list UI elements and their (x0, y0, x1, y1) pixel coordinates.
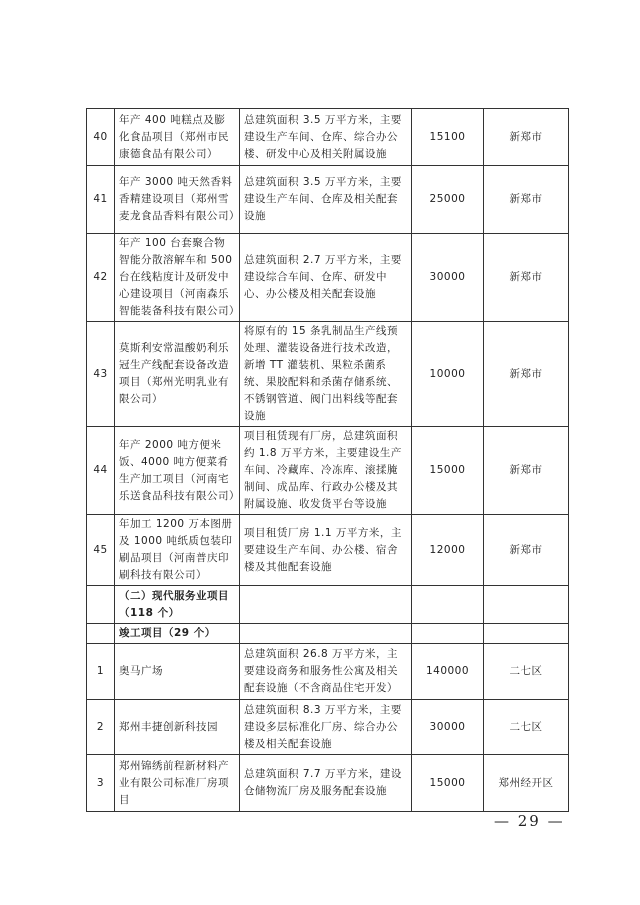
table-row (87, 755, 569, 812)
row-number: 45 (87, 515, 115, 586)
investment: 30000 (412, 234, 484, 322)
project-name: 年加工 1200 万本图册及 1000 吨纸质包装印刷品项目（河南普庆印刷科技有限公司） (115, 515, 240, 586)
project-name: 奥马广场 (115, 644, 240, 700)
location: 新郑市 (484, 427, 569, 515)
investment: 15100 (412, 109, 484, 166)
location: 二七区 (484, 644, 569, 700)
empty-cell (240, 586, 412, 624)
project-description: 总建筑面积 7.7 万平方米，建设仓储物流厂房及服务配套设施 (240, 755, 412, 812)
table-row (87, 166, 569, 234)
investment: 25000 (412, 166, 484, 234)
project-description: 将原有的 15 条乳制品生产线预处理、灌装设备进行技术改造，新增 TT 灌装机、果粒杀菌系统、果胶配料和杀菌存储系统、不锈钢管道、阀门出料线等配套设施 (240, 322, 412, 427)
project-name: 年产 100 台套聚合物智能分散溶解车和 500 台在线粘度计及研发中心建设项目（河南森乐智能装备科技有限公司） (115, 234, 240, 322)
investment: 10000 (412, 322, 484, 427)
table-row (87, 427, 569, 515)
project-name: 莫斯利安常温酸奶利乐冠生产线配套设备改造项目（郑州光明乳业有限公司） (115, 322, 240, 427)
table-row (87, 700, 569, 755)
location: 郑州经开区 (484, 755, 569, 812)
project-description: 项目租赁厂房 1.1 万平方米，主要建设生产车间、办公楼、宿舍楼及其他配套设施 (240, 515, 412, 586)
empty-cell (87, 586, 115, 624)
project-name: 郑州丰捷创新科技园 (115, 700, 240, 755)
section-row (87, 586, 569, 624)
project-table (86, 108, 569, 812)
project-description: 项目租赁现有厂房，总建筑面积约 1.8 万平方米，主要建设生产车间、冷藏库、冷冻库、滚揉腌制间、成品库、行政办公楼及其附属设施、收发货平台等设施 (240, 427, 412, 515)
location: 新郑市 (484, 515, 569, 586)
project-description: 总建筑面积 2.7 万平方米，主要建设综合车间、仓库、研发中心、办公楼及相关配套设施 (240, 234, 412, 322)
table-row (87, 109, 569, 166)
table-row (87, 515, 569, 586)
location: 新郑市 (484, 166, 569, 234)
project-description: 总建筑面积 26.8 万平方米，主要建设商务和服务性公寓及相关配套设施（不含商品住宅开发） (240, 644, 412, 700)
section-heading: （二）现代服务业项目（118 个） (115, 586, 240, 624)
table-row (87, 234, 569, 322)
investment: 140000 (412, 644, 484, 700)
empty-cell (484, 624, 569, 644)
project-name: 年产 2000 吨方便米饭、4000 吨方便菜肴生产加工项目（河南宅乐送食品科技有限公司） (115, 427, 240, 515)
project-description: 总建筑面积 3.5 万平方米，主要建设生产车间、仓库、综合办公楼、研发中心及相关附属设施 (240, 109, 412, 166)
project-description: 总建筑面积 8.3 万平方米，主要建设多层标准化厂房、综合办公楼及相关配套设施 (240, 700, 412, 755)
row-number: 41 (87, 166, 115, 234)
location: 新郑市 (484, 234, 569, 322)
row-number: 3 (87, 755, 115, 812)
location: 新郑市 (484, 322, 569, 427)
row-number: 40 (87, 109, 115, 166)
empty-cell (412, 586, 484, 624)
subsection-heading: 竣工项目（29 个） (115, 624, 240, 644)
empty-cell (412, 624, 484, 644)
project-name: 郑州锦绣前程新材料产业有限公司标准厂房项目 (115, 755, 240, 812)
investment: 15000 (412, 755, 484, 812)
row-number: 2 (87, 700, 115, 755)
investment: 15000 (412, 427, 484, 515)
table-row (87, 322, 569, 427)
row-number: 43 (87, 322, 115, 427)
location: 二七区 (484, 700, 569, 755)
row-number: 1 (87, 644, 115, 700)
empty-cell (484, 586, 569, 624)
investment: 30000 (412, 700, 484, 755)
project-name: 年产 3000 吨天然香料香精建设项目（郑州雪麦龙食品香料有限公司） (115, 166, 240, 234)
empty-cell (87, 624, 115, 644)
location: 新郑市 (484, 109, 569, 166)
project-name: 年产 400 吨糕点及膨化食品项目（郑州市民康德食品有限公司） (115, 109, 240, 166)
empty-cell (240, 624, 412, 644)
row-number: 42 (87, 234, 115, 322)
subsection-row (87, 624, 569, 644)
table-row (87, 644, 569, 700)
investment: 12000 (412, 515, 484, 586)
page-number: — 29 — (494, 812, 565, 830)
project-description: 总建筑面积 3.5 万平方米，主要建设生产车间、仓库及相关配套设施 (240, 166, 412, 234)
row-number: 44 (87, 427, 115, 515)
